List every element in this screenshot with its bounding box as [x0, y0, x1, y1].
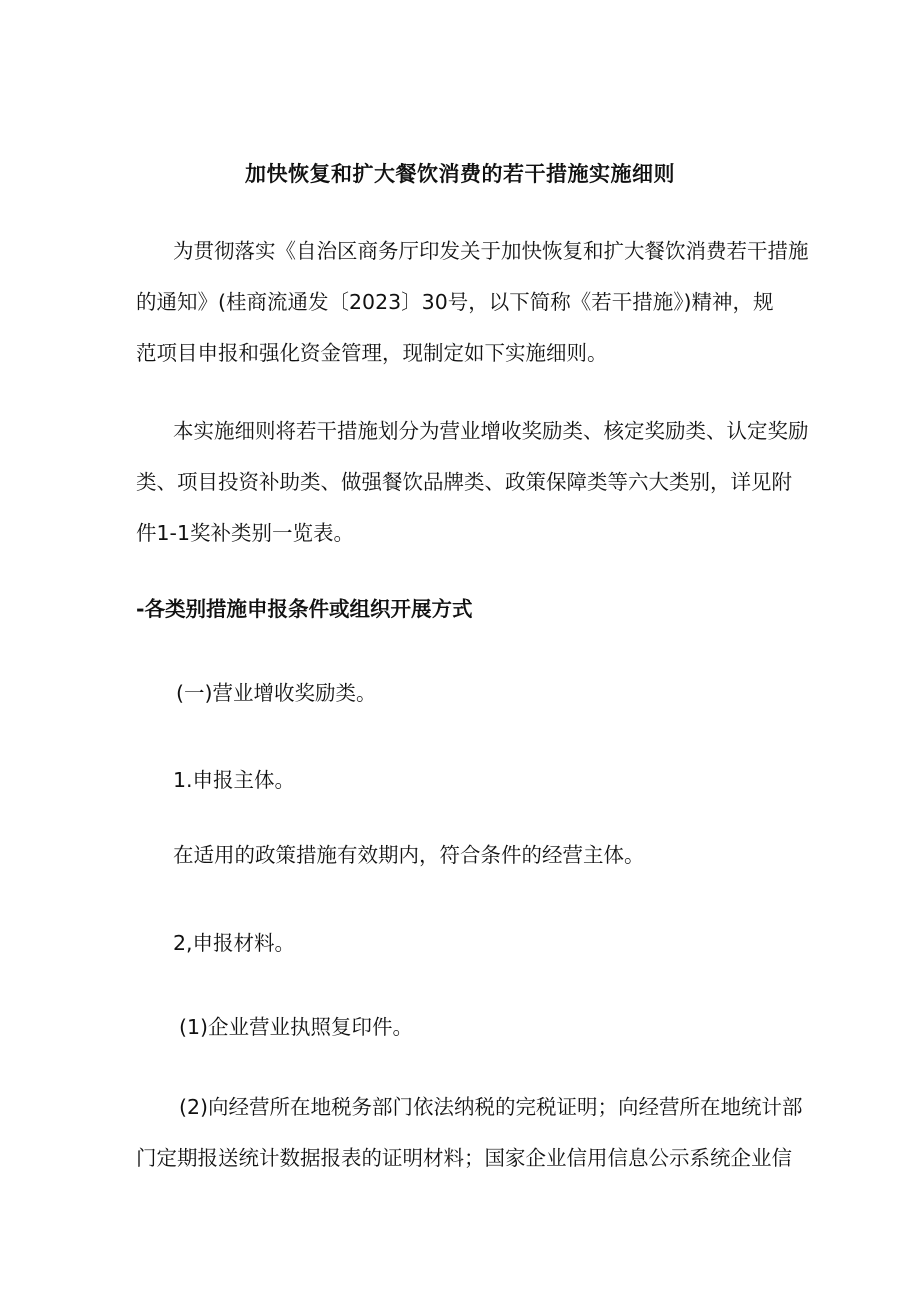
material-1-text: (1)企业营业执照复印件。 — [179, 1015, 414, 1039]
item2-heading — [136, 918, 790, 969]
item1-text — [136, 830, 790, 881]
intro-line: 为贯彻落实《自治区商务厅印发关于加快恢复和扩大餐饮消费若干措施 — [173, 239, 809, 263]
subsection-heading — [136, 668, 790, 719]
material-2 — [136, 1082, 803, 1184]
categories-paragraph — [136, 406, 809, 559]
categories-line: 件1-1奖补类别一览表。 — [136, 521, 354, 545]
intro-line: 范项目申报和强化资金管理，现制定如下实施细则。 — [136, 341, 608, 365]
intro-line: 的通知》(桂商流通发〔2023〕30号，以下简称《若干措施》)精神，规 — [136, 290, 774, 314]
item1-heading-text: 1.申报主体。 — [173, 768, 296, 792]
material-2-line: 门定期报送统计数据报表的证明材料；国家企业信用信息公示系统企业信 — [136, 1146, 792, 1170]
material-1 — [136, 1002, 790, 1053]
section-heading — [136, 584, 790, 635]
item1-heading — [136, 755, 790, 806]
intro-paragraph — [136, 226, 809, 379]
categories-line: 类、项目投资补助类、做强餐饮品牌类、政策保障类等六大类别，详见附 — [136, 470, 792, 494]
item1-body-text: 在适用的政策措施有效期内，符合条件的经营主体。 — [173, 843, 645, 867]
item2-heading-text: 2,申报材料。 — [173, 931, 296, 955]
section-heading-text: -各类别措施申报条件或组织开展方式 — [136, 597, 473, 621]
categories-line: 本实施细则将若干措施划分为营业增收奖励类、核定奖励类、认定奖励 — [173, 419, 809, 443]
material-2-line: (2)向经营所在地税务部门依法纳税的完税证明；向经营所在地统计部 — [179, 1095, 803, 1119]
document-title: 加快恢复和扩大餐饮消费的若干措施实施细则 — [245, 162, 675, 186]
subsection-text: (一)营业增收奖励类。 — [176, 681, 377, 705]
